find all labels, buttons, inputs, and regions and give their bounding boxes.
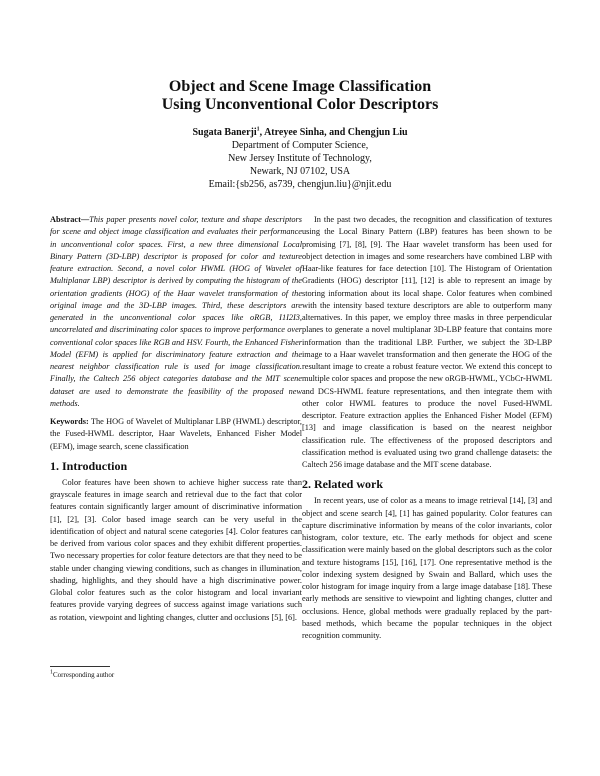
author-block	[0, 126, 600, 191]
title-line-2: Using Unconventional Color Descriptors	[161, 96, 439, 113]
keywords-text: The HOG of Wavelet of Multiplanar LBP (HWML) descriptor, the Fused-HWML descriptor, Haar Wavelets, Enhanced Fisher Model (EFM), image search, scene classification	[50, 417, 302, 451]
keywords	[50, 416, 302, 453]
footnote	[50, 670, 114, 680]
intro-paragraph: Color features have been shown to achieve higher success rate than grayscale features in image search and retrieval due to the fact that color features contain significantly larger amount of discriminative information [1], [2], [3]. Color based image search can be very useful in the identification of object and natural scene categories [4]. Color features can be derived from various color spaces and they exhibit different properties. Two necessary properties for color feature detectors are that they need to be stable under changing viewing conditions, such as changes in illumination, shading, highlights, and they should have a high discriminative power. Global color features such as the color histogram and local invariant features provide varying degrees of success against image variations such as rotation, viewpoint and lighting changes, clutter and occlusions [5], [6].	[50, 477, 302, 622]
abstract	[50, 214, 302, 410]
abstract-label: Abstract—	[50, 215, 90, 224]
footnote-text: Corresponding author	[53, 671, 115, 679]
first-author: Sugata Banerji	[192, 127, 257, 138]
related-work-paragraph: In recent years, use of color as a means to image retrieval [14], [3] and object and scene search [4], [1] has gained popularity. Color features can capture discriminative information by means of the color invariants, color histogram, color texture, etc. The early methods for object and scene classification were mainly based on the global descriptors such as the color and texture histograms [15], [16], [17]. One representative method is the color indexing system designed by Swain and Ballard, which uses the color histogram for image inquiry from a large image database [18]. These early methods are sensitive to viewpoint and lighting changes, clutter and occlusions. Hence, global methods were gradually replaced by the part-based methods, which became the popular techniques in the object recognition community.	[302, 496, 552, 640]
footnote-divider	[50, 666, 110, 667]
affiliation-dept: Department of Computer Science,	[231, 140, 369, 151]
affiliation-address: Newark, NJ 07102, USA	[249, 166, 351, 177]
intro-paragraph-continued: In the past two decades, the recognition and classification of textures using the Local Binary Pattern (LBP) features has been shown to be promising [7], [8], [9]. The Haar wavelet transform has been used for object detection in images and some researchers have combined LBP with Haar-like features for face detection [10]. The Histogram of Orientation Gradients (HOG) descriptor [11], [12] is able to represent an image by storing information about its local shape. Color features when combined with the intensity based texture descriptors are able to outperform many alternatives. In this paper, we employ three masks in three perpendicular planes to generate a novel multiplanar 3D-LBP feature that contains more information than the traditional LBP. Further, we subject the 3D-LBP image to a Haar wavelet transformation and then generate the HOG of the resultant image to create a robust feature vector. We extend this concept to multiple color spaces and propose the new oRGB-HWML, YCbCr-HWML and DCS-HWML feature representations, and then integrate them with other color HWML features to produce the novel Fused-HWML descriptor. Feature extraction applies the Enhanced Fisher Model (EFM) [13] and image classification is based on the nearest neighbor classification rule. The effectiveness of the proposed descriptors and classification method is evaluated using two grand challenge datasets: the Caltech 256 image database and the MIT scene database.	[302, 215, 552, 469]
author-email: Email:{sb256, as739, chengjun.liu}@njit.edu	[208, 179, 392, 190]
abstract-text: This paper presents novel color, texture and shape descriptors for scene and object image classification and evaluates their performance in unconventional color spaces. First, a new three dimensional Local Binary Pattern (3D-LBP) descriptor is proposed for color and texture feature extraction. Second, a novel color HWML (HOG of Wavelet of Multiplanar LBP) descriptor is derived by computing the histogram of the orientation gradients (HOG) of the Haar wavelet transformation of the original image and the 3D-LBP images. Third, these descriptors are generated in the unconventional color spaces like oRGB, I1I2I3, uncorrelated and discriminating color spaces to improve performance over conventional color spaces like RGB and HSV. Fourth, the Enhanced Fisher Model (EFM) is applied for discriminatory feature extraction and the nearest neighbor classification rule is used for image classification. Finally, the Caltech 256 object categories database and the MIT scene dataset are used to demonstrate the feasibility of the proposed new methods.	[50, 215, 302, 408]
left-column	[50, 214, 302, 624]
keywords-label: Keywords:	[50, 417, 89, 426]
section-heading-introduction: 1. Introduction	[50, 458, 128, 473]
paper-title	[0, 78, 600, 114]
section-heading-related-work: 2. Related work	[302, 477, 383, 492]
right-column	[302, 214, 552, 642]
other-authors: , Atreyee Sinha, and Chengjun Liu	[259, 127, 408, 138]
affiliation-inst: New Jersey Institute of Technology,	[228, 153, 372, 164]
title-line-1: Object and Scene Image Classification	[168, 78, 432, 95]
footnote-number: 1	[50, 669, 53, 676]
author-names	[0, 126, 600, 139]
footnote-marker: 1	[256, 126, 260, 133]
